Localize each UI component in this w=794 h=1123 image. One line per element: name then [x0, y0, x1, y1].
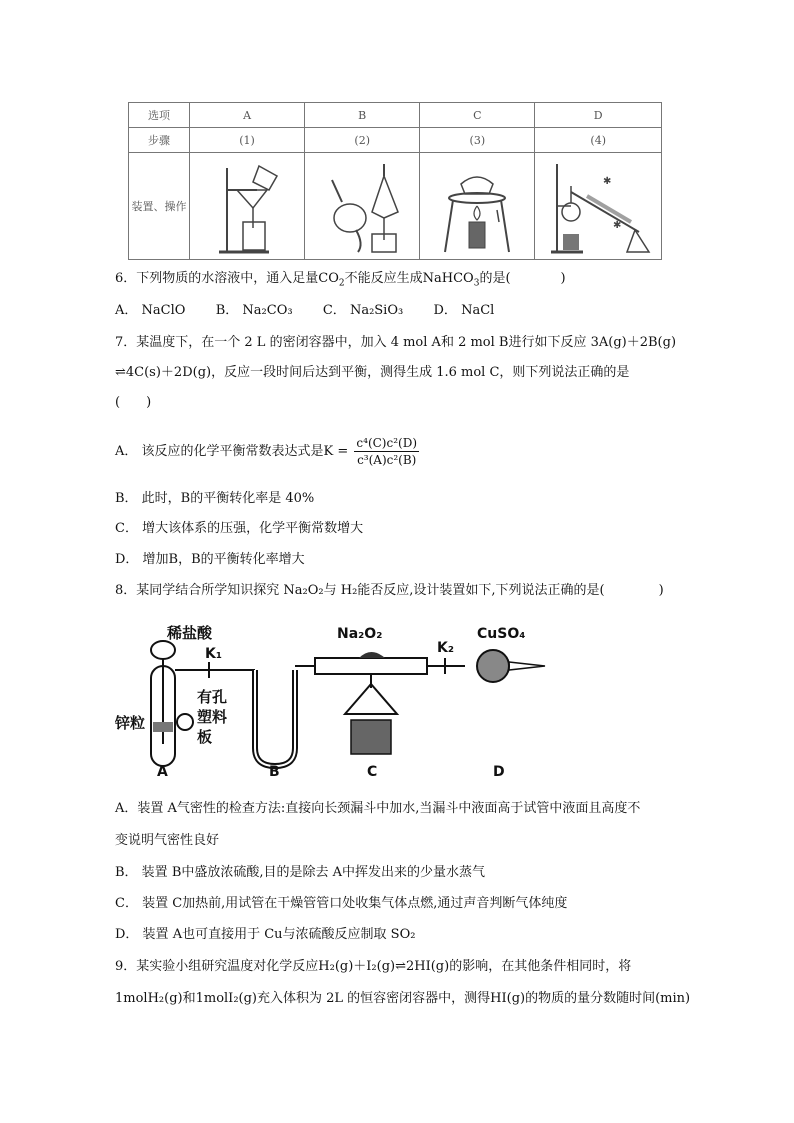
table-cell: (4)	[535, 128, 662, 153]
q8-option-a-line2: 变说明气密性良好	[115, 833, 220, 848]
q8-option-a-line1: A．装置 A气密性的检查方法:直接向长颈漏斗中加水,当漏斗中液面高于试管中液面且高度不	[115, 801, 641, 816]
q6-option-c-text: Na₂SiO₃	[349, 303, 404, 318]
perforated-plate-icon	[177, 714, 193, 730]
q6-options	[115, 302, 494, 320]
q8-stem-close: )	[658, 583, 664, 598]
q6-option-b-letter: B．	[215, 303, 239, 318]
cuso4-bulb-shape	[477, 650, 509, 682]
evaporation-apparatus-image	[420, 153, 535, 260]
q6-option-a-letter: A．	[115, 303, 138, 318]
fraction-numerator: c⁴(C)c²(D)	[356, 436, 417, 450]
options-table	[128, 102, 662, 260]
table-cell: 选项	[129, 103, 190, 128]
alcohol-lamp-shape	[345, 684, 397, 714]
reaction-tube-shape	[315, 658, 427, 674]
label-a: A	[157, 764, 168, 780]
q7-option-d: D． 增加B，B的平衡转化率增大	[115, 552, 305, 567]
q6-stem-part: )	[560, 271, 566, 286]
q6-option-b-text: Na₂CO₃	[242, 303, 293, 318]
label-cuso4: CuSO₄	[477, 626, 526, 642]
table-cell: A	[190, 103, 305, 128]
table-cell: B	[305, 103, 420, 128]
q9-stem-line1: 9．某实验小组研究温度对化学反应H₂(g)＋I₂(g)⇌2HI(g)的影响，在其他条件相同时，将	[115, 959, 632, 974]
label-k1: K₁	[205, 646, 222, 662]
lamp-base-shape	[351, 720, 391, 754]
u-tube-inner-shape	[255, 670, 295, 766]
q7-option-a	[115, 432, 419, 472]
q7-stem-line2: ⇌4C(s)＋2D(g)，反应一段时间后达到平衡，测得生成 1.6 mol C，则下列说法正确的是	[115, 365, 630, 380]
label-d: D	[493, 764, 505, 780]
label-c: C	[367, 764, 378, 780]
outlet-nozzle-shape	[509, 662, 545, 670]
funnel-bulb-shape	[151, 641, 175, 659]
table-cell: D	[535, 103, 662, 128]
svg-text:✱: ✱	[613, 220, 622, 231]
zinc-granules-shape	[153, 722, 173, 732]
label-b: B	[269, 764, 280, 780]
label-k2: K₂	[437, 640, 454, 656]
equilibrium-constant-fraction	[354, 435, 419, 468]
q6-stem: 6．下列物质的水溶液中，通入足量$CO_2$不能反应生成NaHCO$_3$的是( )	[115, 271, 566, 289]
na2o2-powder-shape	[359, 652, 385, 658]
table-cell: (2)	[305, 128, 420, 153]
q6-option-d-letter: D．	[433, 303, 457, 318]
svg-text:✱: ✱	[603, 176, 612, 187]
q6-option-a-text: NaClO	[141, 303, 186, 318]
q7-stem-line1: 7．某温度下，在一个 2 L 的密闭容器中，加入 4 mol A和 2 mol B进行如下反应 3A(g)＋2B(g)	[115, 335, 677, 350]
table-step-row	[129, 128, 662, 153]
table-apparatus-row	[129, 153, 662, 260]
table-cell: 步骤	[129, 128, 190, 153]
q8-option-d: D． 装置 A也可直接用于 Cu与浓硫酸反应制取 SO₂	[115, 927, 416, 942]
hydrogen-apparatus-figure	[115, 618, 555, 780]
q6-stem-part: 不能反应生成NaHCO	[344, 271, 474, 286]
label-dilute-hcl: 稀盐酸	[167, 624, 213, 642]
table-cell: (3)	[420, 128, 535, 153]
q6-stem-part: 6．下列物质的水溶液中，通入足量CO	[115, 271, 339, 286]
label-plate-3: 板	[197, 728, 213, 746]
q8-stem	[115, 582, 664, 600]
q6-option-c-letter: C．	[322, 303, 346, 318]
q9-stem-line2: 1molH₂(g)和1molI₂(g)充入体积为 2L 的恒容密闭容器中，测得HI(g)的物质的量分数随时间(min)	[115, 991, 691, 1006]
q6-stem-part: 的是(	[479, 271, 511, 286]
q6-option-d-text: NaCl	[461, 303, 495, 318]
label-zinc: 锌粒	[115, 714, 146, 732]
q8-stem-text: 8．某同学结合所学知识探究 Na₂O₂与 H₂能否反应,设计装置如下,下列说法正确的是(	[115, 583, 605, 598]
label-plate-2: 塑料	[197, 708, 228, 726]
q8-option-c: C． 装置 C加热前,用试管在干燥管管口处收集气体点燃,通过声音判断气体纯度	[115, 896, 568, 911]
table-header-row	[129, 103, 662, 128]
u-tube-shape	[255, 670, 295, 766]
table-cell: C	[420, 103, 535, 128]
table-cell: (1)	[190, 128, 305, 153]
label-plate-1: 有孔	[197, 688, 228, 706]
q7-option-b: B． 此时，B的平衡转化率是 40%	[115, 491, 315, 506]
label-na2o2: Na₂O₂	[337, 626, 383, 642]
distillation-apparatus-image	[535, 153, 662, 260]
q8-option-b: B． 装置 B中盛放浓硫酸,目的是除去 A中挥发出来的少量水蒸气	[115, 865, 486, 880]
q7-stem-line3: ( )	[115, 395, 152, 410]
q7-option-c: C． 增大该体系的压强，化学平衡常数增大	[115, 521, 364, 536]
table-cell: 装置、操作	[129, 153, 190, 260]
q7-option-a-text: A． 该反应的化学平衡常数表达式是K =	[115, 444, 349, 459]
fraction-denominator: c³(A)c²(B)	[357, 453, 417, 467]
filtration-apparatus-image	[190, 153, 305, 260]
separatory-funnel-image	[305, 153, 420, 260]
